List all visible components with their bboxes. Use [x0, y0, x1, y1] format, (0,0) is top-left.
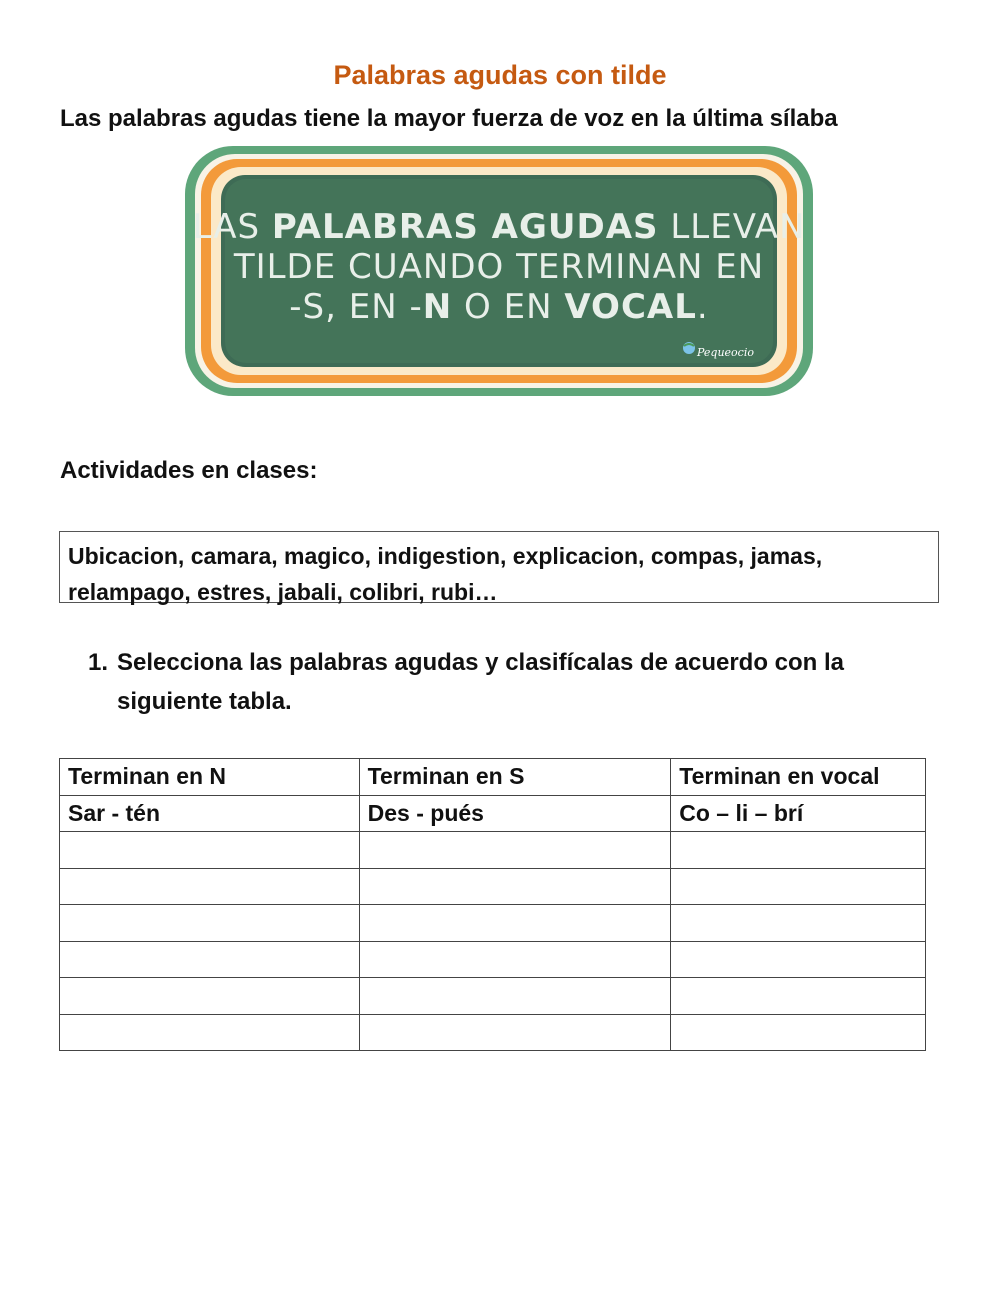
answer-cell[interactable] [60, 868, 360, 905]
board-line-2-text: TILDE CUANDO TERMINAN EN [233, 247, 765, 287]
board-logo: Pequeocio [697, 346, 754, 359]
board-line-1a: LAS [192, 207, 272, 247]
header-cell-s: Terminan en S [359, 759, 671, 796]
table-row [60, 905, 926, 942]
answer-cell[interactable] [671, 941, 926, 978]
chalkboard-image [183, 142, 815, 400]
board-line-3c: O EN [452, 287, 565, 327]
intro-text: Las palabras agudas tiene la mayor fuerza de voz en la última sílaba [60, 105, 838, 132]
answer-cell[interactable] [671, 832, 926, 869]
answer-cell[interactable] [671, 868, 926, 905]
word-list-box: Ubicacion, camara, magico, indigestion, explicacion, compas, jamas, relampago, estres, jabali, colibri, rubi… [59, 531, 939, 603]
answer-cell[interactable] [359, 978, 671, 1015]
globe-icon [683, 342, 695, 354]
table-row [60, 978, 926, 1015]
example-cell-n: Sar - tén [60, 795, 360, 832]
board-line-1 [192, 207, 805, 247]
instruction-line-1: Selecciona las palabras agudas y clasifícalas de acuerdo con la [117, 649, 845, 676]
table-example-row [60, 795, 926, 832]
header-cell-vocal: Terminan en vocal [671, 759, 926, 796]
example-cell-vocal: Co – li – brí [671, 795, 926, 832]
board-line-3 [289, 287, 708, 327]
instruction [88, 643, 908, 721]
activities-heading: Actividades en clases: [60, 457, 318, 484]
answer-cell[interactable] [60, 905, 360, 942]
answer-cell[interactable] [671, 905, 926, 942]
answer-cell[interactable] [60, 978, 360, 1015]
board-line-1b: PALABRAS AGUDAS [271, 207, 659, 247]
table-row [60, 1014, 926, 1051]
page-title: Palabras agudas con tilde [333, 60, 667, 90]
table-row [60, 832, 926, 869]
answer-cell[interactable] [60, 1014, 360, 1051]
answer-cell[interactable] [359, 905, 671, 942]
board-line-2 [233, 247, 764, 287]
answer-cell[interactable] [671, 1014, 926, 1051]
instruction-line-2: siguiente tabla. [117, 688, 292, 715]
classification-table [59, 758, 926, 1051]
board-line-3e: . [696, 287, 709, 327]
answer-cell[interactable] [60, 832, 360, 869]
board-line-3a: -S, EN - [289, 287, 423, 327]
board-line-1c: LLEVAN [658, 207, 806, 247]
table-header-row [60, 759, 926, 796]
example-cell-s: Des - pués [359, 795, 671, 832]
board-line-3d: VOCAL [564, 287, 697, 327]
answer-cell[interactable] [671, 978, 926, 1015]
instruction-number: 1. [88, 649, 109, 676]
answer-cell[interactable] [359, 832, 671, 869]
answer-cell[interactable] [359, 868, 671, 905]
table-row [60, 868, 926, 905]
answer-cell[interactable] [359, 1014, 671, 1051]
answer-cell[interactable] [359, 941, 671, 978]
answer-cell[interactable] [60, 941, 360, 978]
header-cell-n: Terminan en N [60, 759, 360, 796]
table-row [60, 941, 926, 978]
board-line-3b: N [422, 287, 453, 327]
